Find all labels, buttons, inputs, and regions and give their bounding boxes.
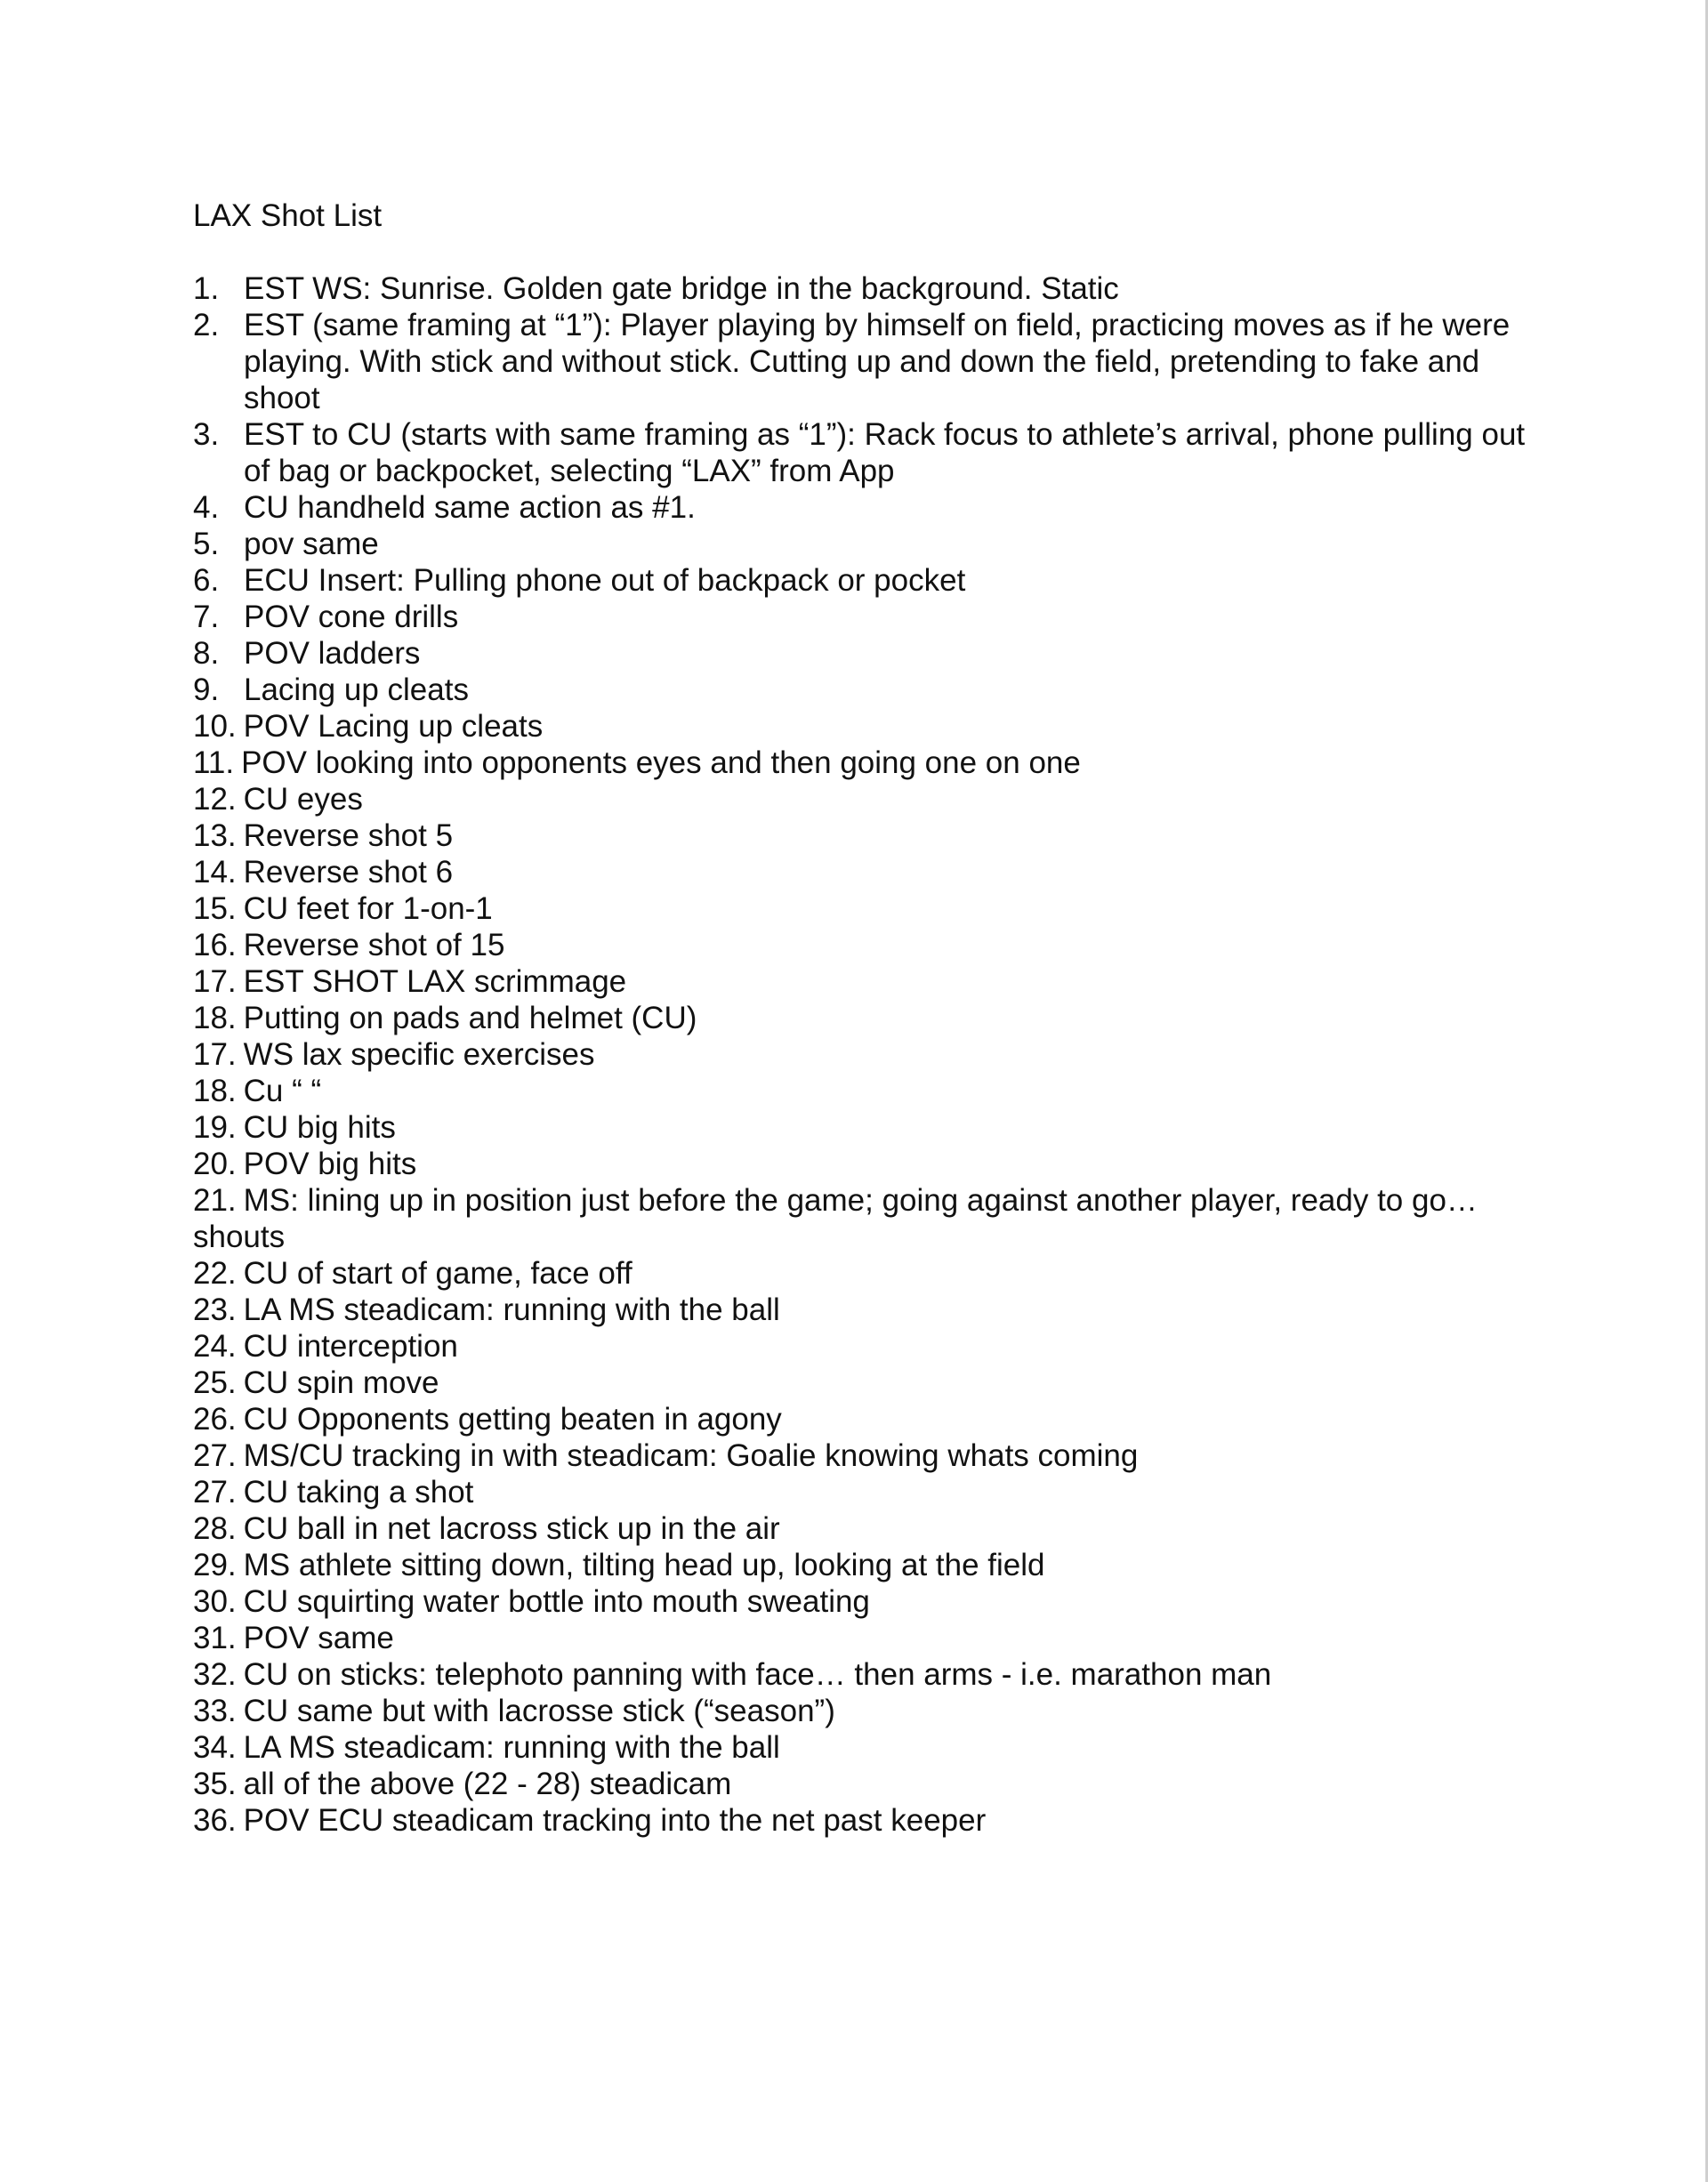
shot-number: 13. — [193, 818, 237, 853]
shot-number: 35. — [193, 1767, 237, 1801]
shot-number: 27. — [193, 1438, 237, 1473]
shot-description: all of the above (22 - 28) steadicam — [243, 1767, 732, 1801]
shot-number: 8. — [193, 636, 220, 671]
shot-number: 21. — [193, 1183, 237, 1218]
shot-item — [193, 599, 1545, 635]
shot-item — [193, 1547, 1545, 1583]
shot-item — [193, 1146, 1545, 1182]
shot-item — [193, 1583, 1545, 1620]
shot-number: 31. — [193, 1621, 237, 1655]
shot-number: 7. — [193, 600, 220, 634]
shot-number: 20. — [193, 1147, 237, 1181]
shot-description: Lacing up cleats — [244, 672, 469, 707]
shot-item — [193, 1620, 1545, 1656]
document-title: LAX Shot List — [193, 198, 383, 233]
shot-number: 32. — [193, 1657, 237, 1692]
shot-number: 2. — [193, 308, 220, 342]
shot-description: LA MS steadicam: running with the ball — [243, 1292, 780, 1327]
shot-description: EST to CU (starts with same framing as “1”): Rack focus to athlete’s arrival, phone pulling out of bag or backpocket, selecting “LAX” from App — [244, 417, 1526, 488]
shot-item — [193, 1656, 1545, 1693]
shot-description: POV Lacing up cleats — [243, 709, 544, 744]
shot-item — [193, 854, 1545, 890]
shot-number: 1. — [193, 271, 220, 306]
shot-description: LA MS steadicam: running with the ball — [243, 1730, 780, 1765]
shot-description: WS lax specific exercises — [243, 1037, 595, 1072]
shot-item — [193, 1182, 1545, 1255]
shot-item — [193, 1365, 1545, 1401]
shot-item — [193, 963, 1545, 1000]
shot-description: POV ECU steadicam tracking into the net past keeper — [243, 1803, 987, 1838]
shot-item — [193, 781, 1545, 817]
shot-description: CU squirting water bottle into mouth sweating — [243, 1584, 870, 1619]
shot-description: ECU Insert: Pulling phone out of backpack or pocket — [244, 563, 966, 598]
shot-description: CU interception — [243, 1329, 458, 1364]
shot-number: 9. — [193, 672, 220, 707]
shot-description: CU Opponents getting beaten in agony — [243, 1402, 782, 1437]
shot-item — [193, 1073, 1545, 1109]
shot-item — [193, 817, 1545, 854]
shot-item — [193, 1729, 1545, 1766]
shot-number: 29. — [193, 1548, 237, 1582]
shot-item — [193, 927, 1545, 963]
shot-item — [193, 1693, 1545, 1729]
document-body — [193, 197, 1545, 1839]
shot-item — [193, 1292, 1545, 1328]
shot-description: MS: lining up in position just before the game; going against another player, ready to go… shouts — [193, 1183, 1478, 1254]
shot-item — [193, 890, 1545, 927]
shot-number: 17. — [193, 964, 237, 999]
shot-number: 5. — [193, 527, 220, 561]
shot-description: POV cone drills — [244, 600, 459, 634]
shot-description: POV ladders — [244, 636, 421, 671]
shot-number: 23. — [193, 1292, 237, 1327]
shot-description: Reverse shot 5 — [243, 818, 454, 853]
shot-number: 27. — [193, 1475, 237, 1510]
shot-item — [193, 1255, 1545, 1292]
shot-number: 10. — [193, 709, 237, 744]
shot-number: 19. — [193, 1110, 237, 1145]
shot-item — [193, 307, 1545, 416]
shot-description: CU handheld same action as #1. — [244, 490, 696, 525]
shot-description: CU taking a shot — [243, 1475, 474, 1510]
shot-description: Putting on pads and helmet (CU) — [243, 1001, 697, 1035]
shot-number: 15. — [193, 891, 237, 926]
shot-number: 6. — [193, 563, 220, 598]
shot-description: MS/CU tracking in with steadicam: Goalie knowing whats coming — [243, 1438, 1139, 1473]
shot-item — [193, 708, 1545, 745]
shot-item — [193, 1474, 1545, 1510]
shot-number: 17. — [193, 1037, 237, 1072]
shot-item — [193, 1510, 1545, 1547]
shot-description: CU on sticks: telephoto panning with face… then arms - i.e. marathon man — [243, 1657, 1272, 1692]
shot-description: POV same — [243, 1621, 394, 1655]
shot-number: 18. — [193, 1074, 237, 1108]
shot-number: 28. — [193, 1511, 237, 1546]
shot-description: CU eyes — [243, 782, 363, 817]
shot-description: CU same but with lacrosse stick (“season”) — [243, 1694, 835, 1728]
shot-description: CU of start of game, face off — [243, 1256, 632, 1291]
shot-item — [193, 1036, 1545, 1073]
shot-number: 24. — [193, 1329, 237, 1364]
shot-item — [193, 672, 1545, 708]
shot-item — [193, 270, 1545, 307]
shot-item — [193, 416, 1545, 489]
shot-description: POV big hits — [243, 1147, 417, 1181]
shot-item — [193, 562, 1545, 599]
shot-description: POV looking into opponents eyes and then going one on one — [241, 745, 1081, 780]
shot-item — [193, 1000, 1545, 1036]
shot-item — [193, 1766, 1545, 1802]
shot-item — [193, 526, 1545, 562]
shot-item — [193, 1401, 1545, 1437]
shot-item — [193, 635, 1545, 672]
shot-number: 4. — [193, 490, 220, 525]
shot-description: MS athlete sitting down, tilting head up, looking at the field — [243, 1548, 1045, 1582]
shot-number: 36. — [193, 1803, 237, 1838]
shot-number: 30. — [193, 1584, 237, 1619]
shot-number: 11. — [193, 745, 235, 780]
shot-item — [193, 745, 1545, 781]
shot-number: 26. — [193, 1402, 237, 1437]
shot-item — [193, 1802, 1545, 1839]
shot-description: CU spin move — [243, 1365, 439, 1400]
shot-description: CU big hits — [243, 1110, 396, 1145]
shot-description: CU feet for 1-on-1 — [243, 891, 493, 926]
shot-number: 16. — [193, 928, 237, 962]
shot-description: Reverse shot of 15 — [243, 928, 505, 962]
shot-description: Reverse shot 6 — [243, 855, 454, 890]
shot-description: EST (same framing at “1”): Player playing by himself on field, practicing moves as if he were playing. With stick and without stick. Cutting up and down the field, pretending to fake and shoot — [244, 308, 1511, 415]
shot-number: 14. — [193, 855, 237, 890]
shot-description: EST SHOT LAX scrimmage — [243, 964, 627, 999]
shot-number: 33. — [193, 1694, 237, 1728]
shot-number: 22. — [193, 1256, 237, 1291]
shot-description: CU ball in net lacross stick up in the air — [243, 1511, 780, 1546]
shot-number: 25. — [193, 1365, 237, 1400]
shot-item — [193, 1437, 1545, 1474]
shot-item — [193, 489, 1545, 526]
shot-item — [193, 1328, 1545, 1365]
shot-description: EST WS: Sunrise. Golden gate bridge in the background. Static — [244, 271, 1119, 306]
shot-description: pov same — [244, 527, 379, 561]
shot-description: Cu “ “ — [243, 1074, 322, 1108]
shot-list — [193, 270, 1545, 1839]
shot-number: 3. — [193, 417, 220, 452]
shot-number: 18. — [193, 1001, 237, 1035]
shot-item — [193, 1109, 1545, 1146]
shot-number: 34. — [193, 1730, 237, 1765]
shot-number: 12. — [193, 782, 237, 817]
